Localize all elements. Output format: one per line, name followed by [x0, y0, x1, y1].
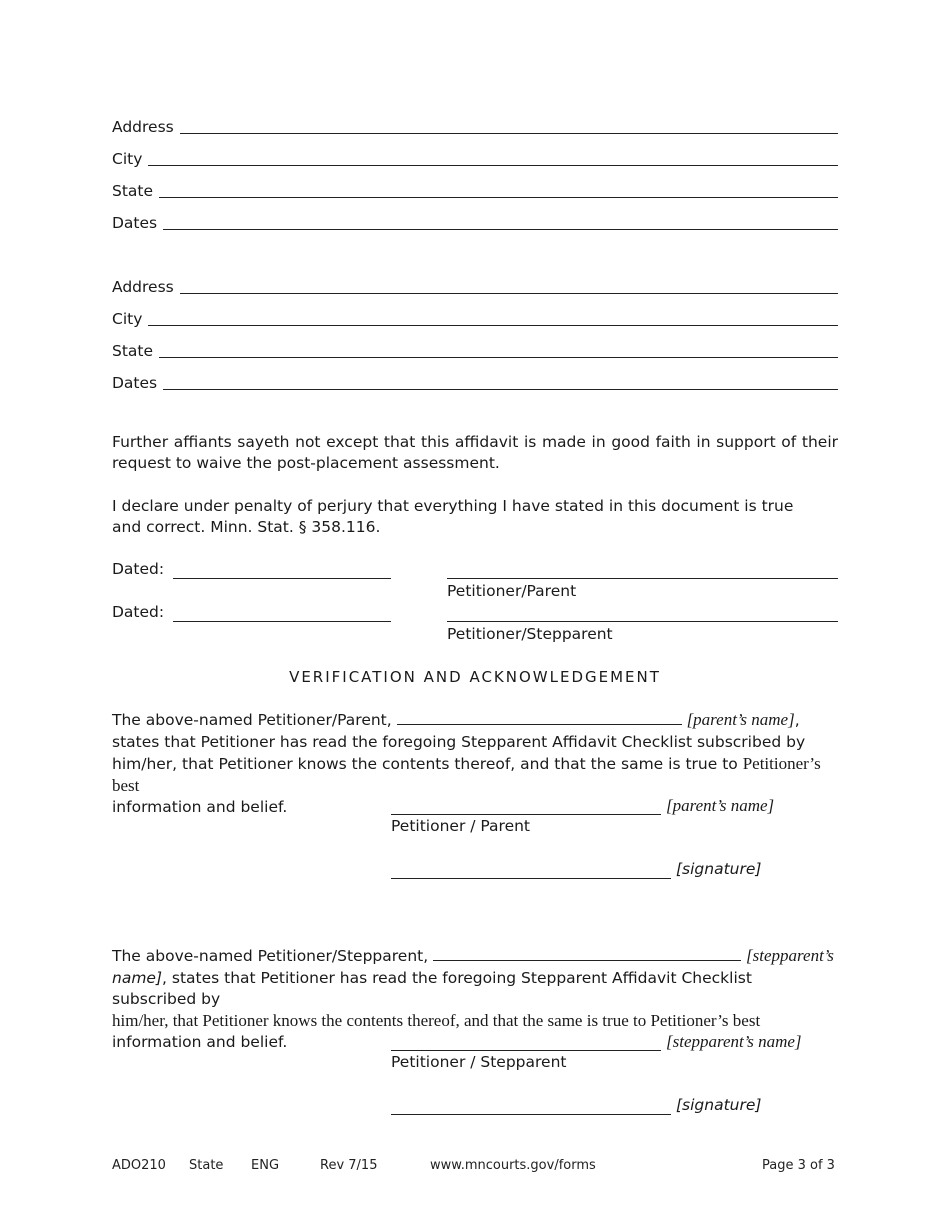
parent-body-text: states that Petitioner has read the foregoing Stepparent Affidavit Checklist subscribed by him/her, that Petitioner knows the contents thereof, and that the same is true to: [112, 733, 806, 773]
city-line[interactable]: [148, 325, 838, 326]
stepparent-name-hint-cont: name]: [112, 969, 163, 987]
stepparent-signature-sign-line[interactable]: [391, 1114, 671, 1115]
petitioner-parent-label: Petitioner/Parent: [447, 582, 577, 600]
state-label: State: [112, 182, 154, 200]
dates-line[interactable]: [163, 389, 838, 390]
city-line[interactable]: [148, 165, 838, 166]
state-field-1[interactable]: [112, 178, 838, 200]
footer-language: ENG: [251, 1158, 280, 1173]
step-body-text: , states that Petitioner has read the foregoing Stepparent Affidavit Checklist subscribed by: [112, 969, 752, 1008]
footer-form-code: ADO210: [112, 1158, 166, 1173]
dates-field-1[interactable]: [112, 210, 838, 232]
dated-line-2[interactable]: [173, 621, 391, 622]
step-verification-first-line: [112, 946, 834, 966]
stepparent-signature-hint: [signature]: [676, 1096, 762, 1114]
address-label: Address: [112, 278, 174, 296]
address-line[interactable]: [180, 293, 838, 294]
parent-name-sign-hint: [parent’s name]: [666, 796, 775, 815]
city-field-1[interactable]: [112, 146, 838, 168]
address-label: Address: [112, 118, 174, 136]
dated-label-2: Dated:: [112, 603, 165, 621]
city-label: City: [112, 310, 143, 328]
parent-signature-sign-line[interactable]: [391, 878, 671, 879]
dated-label-1: Dated:: [112, 560, 165, 578]
state-line[interactable]: [159, 197, 838, 198]
footer-url[interactable]: www.mncourts.gov/forms: [430, 1158, 596, 1173]
address-line[interactable]: [180, 133, 838, 134]
parent-body-end: information and belief.: [112, 798, 288, 816]
parent-name-sign-line[interactable]: [391, 814, 661, 815]
stepparent-signature-line[interactable]: [447, 621, 838, 622]
good-faith-statement: Further affiants sayeth not except that this affidavit is made in good faith in support of their request to waive the post-placement assessment.: [112, 433, 838, 472]
address-field-1[interactable]: [112, 114, 838, 136]
city-label: City: [112, 150, 143, 168]
dates-line[interactable]: [163, 229, 838, 230]
petitioner-stepparent-label: Petitioner/Stepparent: [447, 625, 613, 643]
footer-revision: Rev 7/15: [320, 1158, 378, 1173]
parent-body-serif: Petitioner’s best: [112, 754, 821, 795]
petitioner-parent-sign-label: Petitioner / Parent: [391, 817, 531, 835]
dates-field-2[interactable]: [112, 370, 838, 392]
dates-label: Dates: [112, 374, 158, 392]
stepparent-name-sign-hint: [stepparent’s name]: [666, 1032, 802, 1051]
parent-verification-first-line: [112, 710, 800, 730]
parent-signature-line[interactable]: [447, 578, 838, 579]
footer-page-number: Page 3 of 3: [762, 1158, 835, 1173]
parent-intro: The above-named Petitioner/Parent,: [112, 711, 392, 729]
parent-name-hint: [parent’s name]: [686, 710, 795, 729]
verification-heading: VERIFICATION AND ACKNOWLEDGEMENT: [289, 668, 661, 686]
state-label: State: [112, 342, 154, 360]
petitioner-stepparent-sign-label: Petitioner / Stepparent: [391, 1053, 567, 1071]
dated-line-1[interactable]: [173, 578, 391, 579]
city-field-2[interactable]: [112, 306, 838, 328]
step-intro: The above-named Petitioner/Stepparent,: [112, 947, 429, 965]
dates-label: Dates: [112, 214, 158, 232]
step-body-serif: him/her, that Petitioner knows the contents thereof, and that the same is true to Petitioner’s best: [112, 1011, 761, 1030]
parent-name-line[interactable]: [397, 710, 682, 725]
step-body-end: information and belief.: [112, 1033, 288, 1051]
perjury-declaration: I declare under penalty of perjury that everything I have stated in this document is true and correct. Minn. Stat. § 358.116.: [112, 497, 794, 536]
stepparent-name-line[interactable]: [433, 946, 741, 961]
address-field-2[interactable]: [112, 274, 838, 296]
stepparent-name-hint: [stepparent’s: [746, 946, 834, 965]
parent-comma: ,: [794, 711, 800, 729]
state-line[interactable]: [159, 357, 838, 358]
parent-signature-hint: [signature]: [676, 860, 762, 878]
footer-jurisdiction: State: [189, 1158, 224, 1173]
stepparent-name-sign-line[interactable]: [391, 1050, 661, 1051]
state-field-2[interactable]: [112, 338, 838, 360]
